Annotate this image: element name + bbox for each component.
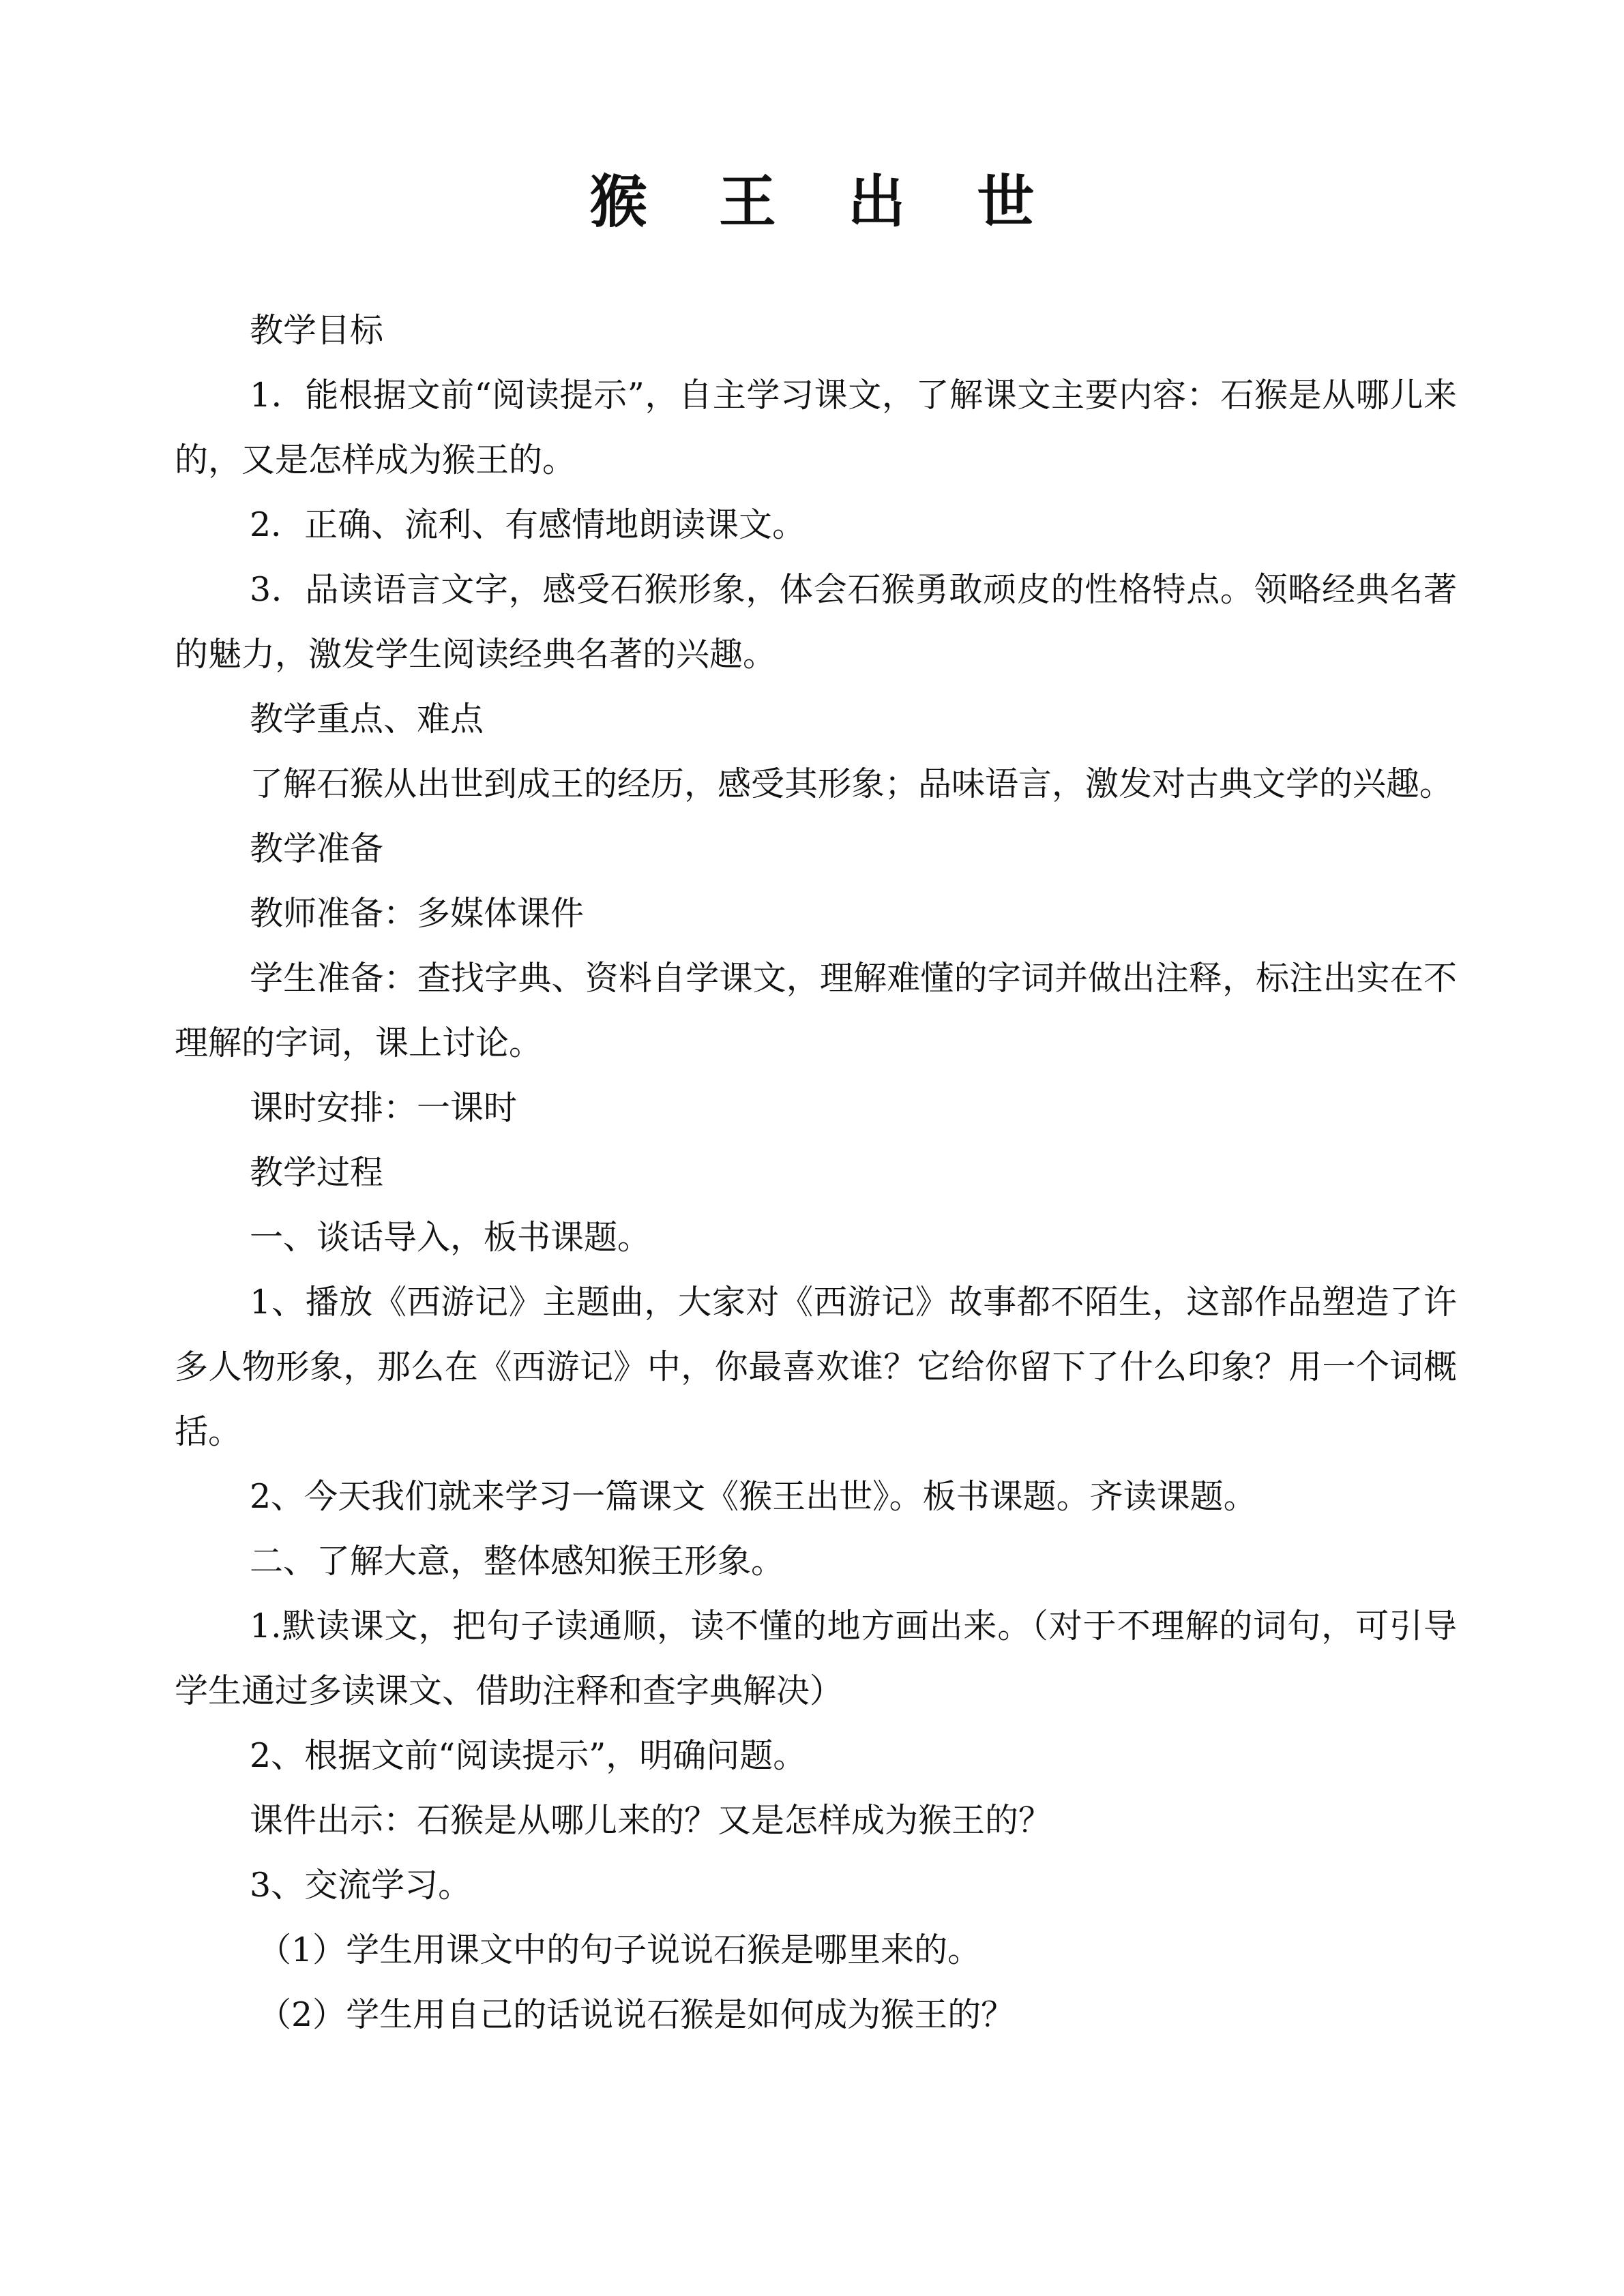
document-body xyxy=(175,298,1457,2047)
section-two-step-3: 3、交流学习。 xyxy=(250,1866,472,1905)
goal-item-3: 3．品读语言文字，感受石猴形象，体会石猴勇敢顽皮的性格特点。领略经典名著的魅力，激发学生阅读经典名著的兴趣。 xyxy=(175,570,1457,674)
section-one-heading: 一、谈话导入，板书课题。 xyxy=(250,1218,651,1257)
class-schedule: 课时安排：一课时 xyxy=(250,1088,518,1127)
heading-preparation: 教学准备 xyxy=(250,829,384,868)
page-title: 猴 王 出 世 xyxy=(589,168,1061,236)
section-two-step-2: 2、根据文前“阅读提示”，明确问题。 xyxy=(250,1736,807,1775)
section-two-step-1: 1.默读课文，把句子读通顺，读不懂的地方画出来。（对于不理解的词句，可引导学生通过多读课文、借助注释和查字典解决） xyxy=(175,1607,1457,1710)
courseware-display: 课件出示：石猴是从哪儿来的？又是怎样成为猴王的？ xyxy=(250,1801,1052,1840)
section-one-step-1: 1、播放《西游记》主题曲，大家对《西游记》故事都不陌生，这部作品塑造了许多人物形象，那么在《西游记》中，你最喜欢谁？它给你留下了什么印象？用一个词概括。 xyxy=(175,1283,1457,1451)
teacher-preparation: 教师准备：多媒体课件 xyxy=(250,894,585,933)
heading-teaching-process: 教学过程 xyxy=(250,1153,384,1192)
key-points-text: 了解石猴从出世到成王的经历，感受其形象；品味语言，激发对古典文学的兴趣。 xyxy=(250,764,1453,803)
section-one-step-2: 2、今天我们就来学习一篇课文《猴王出世》。板书课题。齐读课题。 xyxy=(250,1477,1257,1516)
section-two-heading: 二、了解大意，整体感知猴王形象。 xyxy=(250,1542,785,1581)
sub-step-2: （2）学生用自己的话说说石猴是如何成为猴王的？ xyxy=(258,1995,1015,2034)
sub-step-1: （1）学生用课文中的句子说说石猴是哪里来的。 xyxy=(258,1930,981,1969)
student-preparation: 学生准备：查找字典、资料自学课文，理解难懂的字词并做出注释，标注出实在不理解的字词，课上讨论。 xyxy=(175,959,1457,1062)
heading-teaching-goals: 教学目标 xyxy=(250,311,384,350)
heading-key-points: 教学重点、难点 xyxy=(250,700,484,739)
goal-item-1: 1．能根据文前“阅读提示”，自主学习课文，了解课文主要内容：石猴是从哪儿来的，又是怎样成为猴王的。 xyxy=(175,376,1457,479)
goal-item-2: 2．正确、流利、有感情地朗读课文。 xyxy=(250,505,806,544)
